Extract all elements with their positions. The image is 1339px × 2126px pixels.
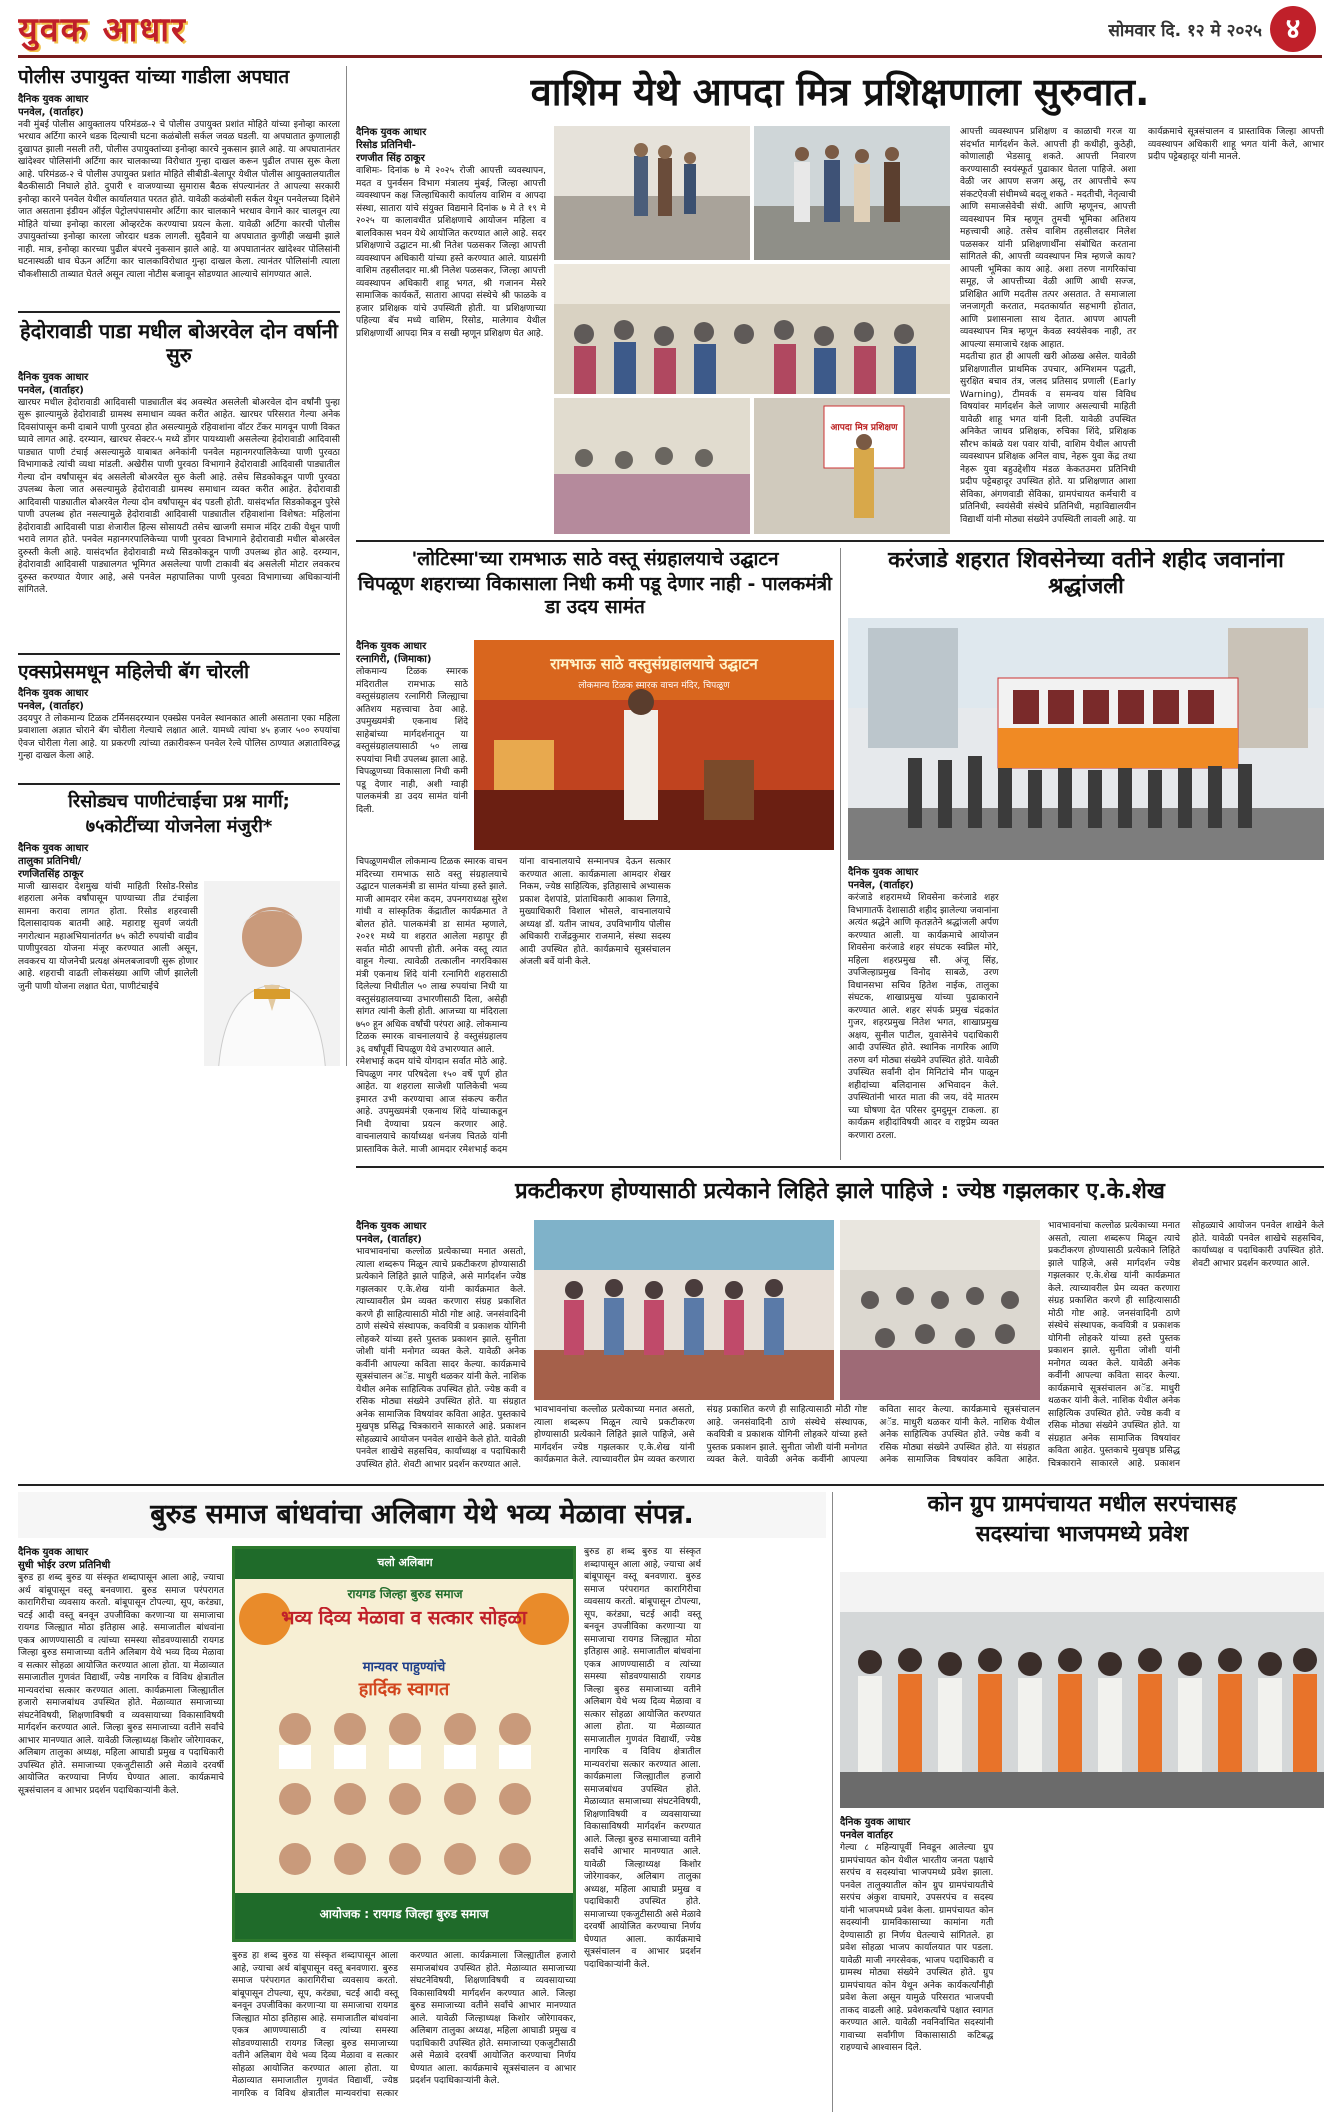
article-body: खारघर मधील हेदोरावाडी आदिवासी पाड्यातील बंद अवस्थेत असलेली बोअरवेल दोन वर्षांनी पुन्हा सुरू झाल्यामुळे हेदोरावाडी ग्रामस्थ समाधान व्यक्त करीत आहेत. खारघर परिसरात गेल्या अनेक दिवसांपासून कमी दाबाने पाणी पुरवठा होत असल्यामुळे रहिवाशांना वॉटर टँकर मागवून पाणी विकत घ्यावे लागत आहे. दरम्यान, खारघर सेक्टर-५ मध्ये डोंगर पायथ्याशी असलेल्या हेदोरावाडी आदिवासी पाड्यात पाणी टंचाई असल्यामुळे याबाबत अनेकांनी पनवेल महानगरपालिकेच्या पाणी पुरवठा विभागाकडे त्यांची व्यथा मांडली. अखेरीस पाणी पुरवठा विभागाने हेदोरावाडी आदिवासी पाड्यातील गेल्या दोन वर्षांपासून बंद असलेली बोअरवेल सुरु केली आहे. तसेच सिडकोकडून पाणी पुरवठा उपलब्ध केला जात असल्यामुळे हेदोरावाडी ग्रामस्थ समाधान व्यक्त करीत आहेत. हेदोरावाडी आदिवासी पाड्यातील बोअरवेल गेल्या दोन वर्षांपासून बंद पडली होती. यासंदर्भात सिडकोकडून पुरेसे पाणी उपलब्ध होत नसल्यामुळे हेदोरावाडी आदिवासी पाड्यातील रहिवाशांना विशेषत: महिलांना हेदोरावाडी आदिवासी पाडा शेजारील हिल्स सोसायटी तसेच खाजगी समाज मंदिर टाकी येथून पाणी भरावे लागत होते. पनवेल महानगरपालिकेच्या पाणी पुरवठा विभागाने हेदोरावाडी मधील बोअरवेल दुरुस्ती केली आहे. यासंदर्भात हेदोरावाडी मध्ये सिडकोकडून पाणी उपलब्ध होत आहे. दरम्यान, हेदोरावाडी आदिवासी पाड्यालगत भूमिगत असलेल्या पाणी टाकावी बंद असलेली मोटार लवकरच दुरुस्त करण्यात येणार आहे, असे पनवेल महापालिका पाणी पुरवठा विभागाच्या अधिकाऱ्यांनी सांगितले.	[18, 397, 340, 596]
headline: 'लोटिस्मा'च्या रामभाऊ साठे वस्तू संग्रहालयाचे उद्घाटन	[411, 548, 779, 570]
newspaper-logo: युवक आधार	[18, 8, 348, 52]
byline-place: रत्नागिरी, (जिमाका)	[356, 654, 432, 665]
byline-place: पनवेल, (वार्ताहर)	[356, 1234, 422, 1245]
masthead	[18, 6, 1322, 58]
article-body-continued: बुरुड हा शब्द बुरुड या संस्कृत शब्दापासून आला आहे, ज्याचा अर्थ बांबूपासून वस्तू बनवणारा. बुरुड समाज परंपरागत कारागिरीचा व्यवसाय करतो. बांबूपासून टोपल्या, सूप, करंड्या, चटई आदी वस्तू बनवून उपजीविका करणाऱ्या या समाजाचा रायगड जिल्ह्यात मोठा इतिहास आहे. समाजातील बांधवांना एकत्र आणण्यासाठी व त्यांच्या समस्या सोडवण्यासाठी रायगड जिल्हा बुरुड समाजाच्या वतीने अलिबाग येथे भव्य दिव्य मेळावा व सत्कार सोहळा आयोजित करण्यात आला होता. या मेळाव्यात समाजातील गुणवंत विद्यार्थी, ज्येष्ठ नागरिक व विविध क्षेत्रातील मान्यवरांचा सत्कार करण्यात आला. कार्यक्रमाला जिल्ह्यातील हजारो समाजबांधव उपस्थित होते. मेळाव्यात समाजाच्या संघटनेविषयी, शिक्षणाविषयी व व्यवसायाच्या विकासाविषयी मार्गदर्शन करण्यात आले. जिल्हा बुरुड समाजाच्या वतीने सर्वांचे आभार मानण्यात आले. यावेळी जिल्हाध्यक्ष किशोर जोरेगावकर, अलिबाग तालुका अध्यक्ष, महिला आघाडी प्रमुख व पदाधिकारी उपस्थित होते. समाजाच्या एकजुटीसाठी असे मेळावे दरवर्षी आयोजित करण्याचा निर्णय घेण्यात आला. कार्यक्रमाचे सूत्रसंचालन व आभार प्रदर्शन पदाधिकाऱ्यांनी केले.	[232, 1951, 576, 2099]
page-number: ४	[1270, 6, 1316, 52]
divider	[18, 311, 340, 313]
headline-line-2: ७५कोटींच्या योजनेला मंजुरी*	[85, 816, 273, 838]
article-body: बुरुड हा शब्द बुरुड या संस्कृत शब्दापासून आला आहे, ज्याचा अर्थ बांबूपासून वस्तू बनवणारा. बुरुड समाज परंपरागत कारागिरीचा व्यवसाय करतो. बांबूपासून टोपल्या, सूप, करंड्या, चटई आदी वस्तू बनवून उपजीविका करणाऱ्या या समाजाचा रायगड जिल्ह्यात मोठा इतिहास आहे. समाजातील बांधवांना एकत्र आणण्यासाठी व त्यांच्या समस्या सोडवण्यासाठी रायगड जिल्हा बुरुड समाजाच्या वतीने अलिबाग येथे भव्य दिव्य मेळावा व सत्कार सोहळा आयोजित करण्यात आला होता. या मेळाव्यात समाजातील गुणवंत विद्यार्थी, ज्येष्ठ नागरिक व विविध क्षेत्रातील मान्यवरांचा सत्कार करण्यात आला. कार्यक्रमाला जिल्ह्यातील हजारो समाजबांधव उपस्थित होते. मेळाव्यात समाजाच्या संघटनेविषयी, शिक्षणाविषयी व व्यवसायाच्या विकासाविषयी मार्गदर्शन करण्यात आले. जिल्हा बुरुड समाजाच्या वतीने सर्वांचे आभार मानण्यात आले. यावेळी जिल्हाध्यक्ष किशोर जोरेगावकर, अलिबाग तालुका अध्यक्ष, महिला आघाडी प्रमुख व पदाधिकारी उपस्थित होते. समाजाच्या एकजुटीसाठी असे मेळावे दरवर्षी आयोजित करण्याचा निर्णय घेण्यात आला. कार्यक्रमाचे सूत्रसंचालन व आभार प्रदर्शन पदाधिकाऱ्यांनी केले.	[18, 1573, 224, 1796]
banner-title: रामभाऊ साठे वस्तुसंग्रहालयाचे उद्घाटन	[550, 655, 758, 673]
divider	[18, 653, 340, 655]
poster-heading: भव्य दिव्य मेळावा व सत्कार सोहळा	[281, 1607, 527, 1629]
headline: रिसोड्यच पाणीटंचाईचा प्रश्न मार्गी;	[68, 790, 290, 812]
photo-audience	[840, 1220, 1040, 1400]
photo-inauguration	[554, 126, 750, 260]
byline-reporter: रणजितसिंह ठाकूर	[18, 868, 84, 880]
portrait-photo	[204, 881, 340, 1066]
column-rule	[346, 66, 347, 1066]
divider	[356, 1166, 1324, 1168]
byline: दैनिक युवक आधार	[848, 867, 919, 878]
column-rule	[840, 548, 841, 1160]
article-body-continued-2: भावभावनांचा कल्लोळ प्रत्येकाच्या मनात असतो, त्याला शब्दरूप मिळून त्याचे प्रकटीकरण होण्यासाठी प्रत्येकाने लिहिते झाले पाहिजे, असे मार्गदर्शन ज्येष्ठ गझलकार ए.के.शेख यांनी कार्यक्रमात केले. त्याच्यावरील प्रेम व्यक्त करणारा संग्रह प्रकाशित करणे ही साहित्यासाठी मोठी गोष्ट आहे. जनसंवादिनी ठाणे संस्थेचे संस्थापक, कवयित्री व प्रकाशक योगिनी लोहकरे यांच्या हस्ते पुस्तक प्रकाशन झाले. सुनीता जोशी यांनी मनोगत व्यक्त केले. यावेळी अनेक कवींनी आपल्या कविता सादर केल्या. कार्यक्रमाचे सूत्रसंचालन अॅड. माधुरी थळकर यांनी केले. नाशिक येथील अनेक साहित्यिक उपस्थित होते. ज्येष्ठ कवी व रसिक मोठ्या संख्येने उपस्थित होते. या संग्रहात अनेक सामाजिक विषयांवर कविता आहेत. पुस्तकाचे मुखपृष्ठ प्रसिद्ध चित्रकाराने साकारले आहे. प्रकाशन सोहळ्याचे आयोजन पनवेल शाखेने केले होते. यावेळी पनवेल शाखेचे सहसचिव, कार्याध्यक्ष व पदाधिकारी उपस्थित होते. शेवटी आभार प्रदर्शन करण्यात आले.	[1048, 1221, 1324, 1469]
photo-stage	[754, 398, 950, 534]
article-kon-bjp	[840, 1492, 1324, 2112]
article-body: गेल्या ८ महिन्यापूर्वी निवडून आलेल्या ग्रुप ग्रामपंचायत कोन येथील भारतीय जनता पक्षाचे सरपंच व सदस्यांचा भाजपमध्ये प्रवेश झाला. पनवेल तालुक्यातील कोन ग्रुप ग्रामपंचायतीचे सरपंच अंकुश वाघमारे, उपसरपंच व सदस्य यांनी भाजपमध्ये प्रवेश केला. ग्रामपंचायत कोन सदस्यांनी ग्रामविकासाच्या कामांना गती देण्यासाठी हा निर्णय घेतल्याचे सांगितले. हा प्रवेश सोहळा भाजप कार्यालयात पार पडला. यावेळी माजी नगरसेवक, भाजप पदाधिकारी व ग्रामस्थ मोठ्या संख्येने उपस्थित होते. ग्रुप ग्रामपंचायत कोन येथून अनेक कार्यकर्त्यांनीही प्रवेश केला असून यामुळे परिसरात भाजपची ताकद वाढली आहे. प्रवेशकर्त्यांचे पक्षात स्वागत करण्यात आले. यावेळी नवनिर्वाचित सदस्यांनी गावाच्या सर्वांगीण विकासासाठी कटिबद्ध राहण्याचे आश्वासन दिले.	[840, 1843, 994, 2053]
article-body-continued: चिपळूणमधील लोकमान्य टिळक स्मारक वाचन मंदिरच्या रामभाऊ साठे वस्तु संग्रहालयाचे उद्घाटन पालकमंत्री डा सामंत यांच्या हस्ते झाले. माजी आमदार रमेश कदम, उपनगराध्यक्ष सुरेश गांधी व सांस्कृतिक केंद्रातील कार्यक्रमात ते बोलत होते. पालकमंत्री डा सामंत म्हणाले, २०२१ मध्ये या शहरात आलेला महापूर ही सर्वात मोठी आपत्ती होती. अनेक वस्तू त्यात वाहून गेल्या. त्यावेळी तत्कालीन नगरविकास मंत्री एकनाथ शिंदे यांनी रत्नागिरी शहरासाठी दिलेल्या निधीतील ५० लाख रुपयांचा निधी या वस्तुसंग्रहालयाच्या उभारणीसाठी दिला, असेही सांगत त्यांनी केली होती. आजच्या या मंदिराला ७५० हून अधिक वर्षांची परंपरा आहे. लोकमान्य टिळक स्मारक वाचनालयाचे हे वस्तुसंग्रहालय ३६ वर्षांपूर्वी चिपळूण येथे उभारण्यात आले.	[356, 857, 508, 1055]
poster-organizer: रायगड जिल्हा बुरुड समाज	[347, 1587, 463, 1601]
column-rule	[832, 1492, 833, 2112]
photo-bjp-entry	[840, 1572, 1324, 1808]
headline: करंजाडे शहरात शिवसेनेच्या वतीने शहीद जवानांना श्रद्धांजली	[888, 548, 1284, 600]
byline-place: पनवेल, (वार्ताहर)	[18, 384, 84, 396]
poster-footer: आयोजक : रायगड जिल्हा बुरुड समाज	[319, 1907, 489, 1921]
banner-text: आपदा मित्र प्रशिक्षण	[830, 423, 898, 433]
article-body: उदयपुर ते लोकमान्य टिळक टर्मिनसदरम्यान एक्स्प्रेस पनवेल स्थानकात आली असताना एका महिला प्रवाशाला अज्ञात चोराने बॅग चोरीला गेल्याचे लक्षात आले. यामध्ये त्यांचा ४५ हजार ५०० रुपयांचा ऐवज चोरीला गेला आहे. या प्रकरणी त्यांच्या तक्रारीवरून पनवेल रेल्वे पोलिस ठाण्यात अज्ञाताविरुद्ध गुन्हा दाखल केला आहे.	[18, 713, 340, 762]
byline: दैनिक युवक आधार	[356, 1221, 427, 1232]
byline-place: सुधी भोईर उरण प्रतिनिधी	[18, 1560, 111, 1571]
article-burud-samaj	[18, 1492, 826, 2112]
byline-place: पनवेल वार्ताहर	[840, 1830, 893, 1841]
article-risod-water	[18, 791, 340, 1066]
issue-date: सोमवार दि. १२ मे २०२५	[1108, 21, 1262, 41]
divider	[356, 540, 1324, 542]
byline: दैनिक युवक आधार	[18, 1547, 89, 1558]
article-body-continued-2: बुरुड हा शब्द बुरुड या संस्कृत शब्दापासून आला आहे, ज्याचा अर्थ बांबूपासून वस्तू बनवणारा. बुरुड समाज परंपरागत कारागिरीचा व्यवसाय करतो. बांबूपासून टोपल्या, सूप, करंड्या, चटई आदी वस्तू बनवून उपजीविका करणाऱ्या या समाजाचा रायगड जिल्ह्यात मोठा इतिहास आहे. समाजातील बांधवांना एकत्र आणण्यासाठी व त्यांच्या समस्या सोडवण्यासाठी रायगड जिल्हा बुरुड समाजाच्या वतीने अलिबाग येथे भव्य दिव्य मेळावा व सत्कार सोहळा आयोजित करण्यात आला होता. या मेळाव्यात समाजातील गुणवंत विद्यार्थी, ज्येष्ठ नागरिक व विविध क्षेत्रातील मान्यवरांचा सत्कार करण्यात आला. कार्यक्रमाला जिल्ह्यातील हजारो समाजबांधव उपस्थित होते. मेळाव्यात समाजाच्या संघटनेविषयी, शिक्षणाविषयी व व्यवसायाच्या विकासाविषयी मार्गदर्शन करण्यात आले. जिल्हा बुरुड समाजाच्या वतीने सर्वांचे आभार मानण्यात आले. यावेळी जिल्हाध्यक्ष किशोर जोरेगावकर, अलिबाग तालुका अध्यक्ष, महिला आघाडी प्रमुख व पदाधिकारी उपस्थित होते. समाजाच्या एकजुटीसाठी असे मेळावे दरवर्षी आयोजित करण्याचा निर्णय घेण्यात आला. कार्यक्रमाचे सूत्रसंचालन व आभार प्रदर्शन पदाधिकाऱ्यांनी केले.	[584, 1547, 701, 1970]
left-column	[18, 66, 340, 1066]
byline: दैनिक युवक आधार	[18, 687, 89, 699]
headline: एक्सप्रेसमधून महिलेची बॅग चोरली	[18, 660, 250, 683]
byline-place: तालुका प्रतिनिधी/	[18, 855, 82, 867]
photo-guests	[754, 126, 950, 260]
photo-collage	[554, 126, 950, 534]
photo-class	[554, 398, 750, 534]
photo-audience	[554, 264, 950, 394]
poster-subheading: मान्यवर पाहुण्यांचे	[362, 1660, 446, 1675]
byline-place: पनवेल, (वार्ताहर)	[848, 880, 914, 891]
article-body: करंजाडे शहरामध्ये शिवसेना करंजाडे शहर विभागातर्फे देशासाठी शहीद झालेल्या जवानांना अत्यंत श्रद्धेने आणि कृतज्ञतेने श्रद्धांजली अर्पण करण्यात आली. या कार्यक्रमाचे आयोजन शिवसेना करंजाडे शहर संघटक स्वप्निल मोरे, महिला शहरप्रमुख सौ. अंजू सिंह, उपजिल्हाप्रमुख विनोद साबळे, उरण विधानसभा सचिव हितेश नाईक, तालुका संघटक, शाखाप्रमुख यांच्या पुढाकाराने करण्यात आले. शहर संपर्क प्रमुख चंद्रकांत गुजर, शहरप्रमुख नितेश भगत, शाखाप्रमुख अक्षय, सुनील पाटील, युवासेनेचे पदाधिकारी आदी उपस्थित होते. स्थानिक नागरिक आणि तरुण वर्ग मोठ्या संख्येने उपस्थित होते. यावेळी उपस्थित सर्वांनी दोन मिनिटांचे मौन पाळून शहीदांच्या बलिदानास अभिवादन केले. उपस्थितांनी भारत माता की जय, वंदे मातरम च्या घोषणा देत परिसर दुमदुमून टाकला. हा कार्यक्रम शहीदांविषयी आदर व राष्ट्रप्रेम व्यक्त करणारा ठरला.	[848, 893, 999, 1141]
byline: दैनिक युवक आधार	[18, 842, 89, 854]
divider	[18, 783, 340, 785]
byline-place: पनवेल, (वार्ताहर)	[18, 700, 84, 712]
article-body-continued: आपत्ती व्यवस्थापन प्रशिक्षण व काळाची गरज या संदर्भात मार्गदर्शन केले. आपत्ती ही कधीही, कुठेही, कोणालाही भेडसावू शकते. आपत्ती निवारण करण्यासाठी स्वयंस्फूर्त पुढाकार घेतला पाहिजे. अशा वेळी जर आपण सजग असू, तर आपत्तीचे रूप संकटऐवजी संधीमध्ये बदलू शकते - मदतीची, नेतृत्वाची आणि समाजसेवेची संधी. आणि म्हणूनच, आपत्ती व्यवस्थापन मित्र म्हणून तुमची भूमिका अतिशय महत्त्वाची आहे. तसेच वाशिम तहसीलदार निलेश पळसकर यांनी प्रशिक्षणार्थींना संबोधित करताना सांगितले की, आपत्ती व्यवस्थापन मित्र म्हणजे काय? आपली भूमिका काय आहे. अशा तरुण नागरिकांचा समूह, जे आपत्तीच्या वेळी आणि आधी सज्ज, प्रशिक्षित आणि मदतीस तत्पर असतात. ते समाजाला जनजागृती करतात, मदतकार्यात सहभागी होतात, आणि प्रशासनाला साथ देतात. आपण आपली व्यवस्थापन मित्र म्हणून केवळ स्वयंसेवक नाही, तर आपल्या समाजाचे रक्षक आहात.	[960, 127, 1136, 350]
article-karanjade-tribute	[848, 548, 1324, 1160]
article-lotisma-museum	[356, 548, 834, 1160]
article-body: भावभावनांचा कल्लोळ प्रत्येकाच्या मनात असतो, त्याला शब्दरूप मिळून त्याचे प्रकटीकरण होण्यासाठी प्रत्येकाने लिहिते झाले पाहिजे, असे मार्गदर्शन ज्येष्ठ गझलकार ए.के.शेख यांनी कार्यक्रमात केले. त्याच्यावरील प्रेम व्यक्त करणारा संग्रह प्रकाशित करणे ही साहित्यासाठी मोठी गोष्ट आहे. जनसंवादिनी ठाणे संस्थेचे संस्थापक, कवयित्री व प्रकाशक योगिनी लोहकरे यांच्या हस्ते पुस्तक प्रकाशन झाले. सुनीता जोशी यांनी मनोगत व्यक्त केले. यावेळी अनेक कवींनी आपल्या कविता सादर केल्या. कार्यक्रमाचे सूत्रसंचालन अॅड. माधुरी थळकर यांनी केले. नाशिक येथील अनेक साहित्यिक उपस्थित होते. ज्येष्ठ कवी व रसिक मोठ्या संख्येने उपस्थित होते. या संग्रहात अनेक सामाजिक विषयांवर कविता आहेत. पुस्तकाचे मुखपृष्ठ प्रसिद्ध चित्रकाराने साकारले आहे. प्रकाशन सोहळ्याचे आयोजन पनवेल शाखेने केले होते. यावेळी पनवेल शाखेचे सहसचिव, कार्याध्यक्ष व पदाधिकारी उपस्थित होते. शेवटी आभार प्रदर्शन करण्यात आले.	[356, 1247, 526, 1470]
headline: बुरुड समाज बांधवांचा अलिबाग येथे भव्य मेळावा संपन्न.	[18, 1492, 826, 1538]
photo-museum-event	[474, 640, 834, 850]
poster-tagline: चलो अलिबाग	[377, 1556, 433, 1569]
byline-place: रिसोड प्रतिनिधी-	[356, 140, 416, 151]
byline: दैनिक युवक आधार	[356, 641, 427, 652]
headline-line-2: चिपळूण शहराच्या विकासाला निधी कमी पडू देणार नाही - पालकमंत्री डा उदय सामंत	[358, 572, 832, 618]
photo-book-launch	[534, 1220, 834, 1400]
article-body: लोकमान्य टिळक स्मारक मंदिरातील रामभाऊ साठे वस्तुसंग्रहालय रत्नागिरी जिल्ह्याचा अतिशय महत्त्वाचा ठेवा आहे. उपमुख्यमंत्री एकनाथ शिंदे साहेबांच्या मार्गदर्शनातून या वस्तुसंग्रहालयासाठी ५० लाख रुपयांचा निधी उपलब्ध झाला आहे. चिपळूणच्या विकासाला निधी कमी पडू देणार नाही, अशी ग्वाही पालकमंत्री डा उदय सामंत यांनी दिली.	[356, 667, 468, 815]
banner-subtitle: लोकमान्य टिळक स्मारक वाचन मंदिर, चिपळूण	[578, 681, 730, 691]
article-body: नवी मुंबई पोलीस आयुक्तालय परिमंडळ-२ चे पोलीस उपायुक्त प्रशांत मोहिते यांच्या इनोव्हा कारला भरधाव अर्टिगा कारने धडक दिल्याची घटना कळंबोली सर्कल जवळ घडली. या अपघातात कुणालाही दुखापत झाली नसली तरी, पोलीस उपायुक्तांच्या इनोव्हा कारचे नुकसान झाले आहे. या अपघातानंतर खांदेश्वर पोलिसांनी अर्टिगा कार चालकाच्या विरोधात गुन्हा दाखल करून पुढील तपास सुरू केला आहे. परिमंडळ-२ चे पोलीस उपायुक्त प्रशांत मोहिते सीबीडी-बेलापूर येथील पोलीस आयुक्तालयातील बैठकीसाठी निघाले होते. दुपारी १ वाजण्याच्या सुमारास बैठक संपल्यानंतर ते आपल्या सरकारी इनोव्हा कारने पनवेल येथील कार्यालयात परतत होते. यावेळी कळंबोली सर्कल येथून पनवेलच्या दिशेने जात असताना इंडीयन ऑईल पेट्रोलपंपासमोर अर्टिगा कार चालकाने भरधाव वेगाने कार चालवून त्या मोहिते यांच्या इनोव्हा कारला ओव्हरटेक करण्याचा प्रयत्न केला. यावेळी अर्टिगा कारची पोलीस उपायुक्तांच्या इनोव्हा कारला जोरदार धडक लागली. सुदैवाने या अपघातात कुणीही जखमी झाले नाही. मात्र, इनोव्हा कारच्या पुढील बंपरचे नुकसान झाले आहे. या अपघातानंतर खांदेश्वर पोलिसांनी घटनास्थळी धाव घेऊन अर्टिगा कार चालकाविरोधात गुन्हा दाखल केला. त्यानंतर पोलिसांनी त्याला चौकशीसाठी ताब्यात घेतले असून त्याला नोटीस बजावून सोडण्यात आल्याचे सांगण्यात आले.	[18, 119, 340, 280]
byline: दैनिक युवक आधार	[356, 127, 427, 138]
byline: दैनिक युवक आधार	[18, 93, 89, 105]
article-bag-theft	[18, 661, 340, 777]
article-body-continued: भावभावनांचा कल्लोळ प्रत्येकाच्या मनात असतो, त्याला शब्दरूप मिळून त्याचे प्रकटीकरण होण्यासाठी प्रत्येकाने लिहिते झाले पाहिजे, असे मार्गदर्शन ज्येष्ठ गझलकार ए.के.शेख यांनी कार्यक्रमात केले. त्याच्यावरील प्रेम व्यक्त करणारा संग्रह प्रकाशित करणे ही साहित्यासाठी मोठी गोष्ट आहे. जनसंवादिनी ठाणे संस्थेचे संस्थापक, कवयित्री व प्रकाशक योगिनी लोहकरे यांच्या हस्ते पुस्तक प्रकाशन झाले. सुनीता जोशी यांनी मनोगत व्यक्त केले. यावेळी अनेक कवींनी आपल्या कविता सादर केल्या. कार्यक्रमाचे सूत्रसंचालन अॅड. माधुरी थळकर यांनी केले. नाशिक येथील अनेक साहित्यिक उपस्थित होते. ज्येष्ठ कवी व रसिक मोठ्या संख्येने उपस्थित होते. या संग्रहात अनेक सामाजिक विषयांवर कविता आहेत.	[534, 1405, 1040, 1465]
byline-reporter: रणजीत सिंह ठाकूर	[356, 153, 425, 164]
article-borewell	[18, 319, 340, 647]
headline: कोन ग्रुप ग्रामपंचायत मधील सरपंचासह	[927, 1492, 1237, 1517]
event-poster	[232, 1546, 576, 1942]
byline: दैनिक युवक आधार	[18, 371, 89, 383]
article-washim-aapda	[356, 64, 1324, 536]
headline-line-2: सदस्यांचा भाजपमध्ये प्रवेश	[975, 1522, 1189, 1548]
byline-place: पनवेल, (वार्ताहर)	[18, 106, 84, 118]
article-body-continued-2: मदतीचा हात ही आपली खरी ओळख असेल. यावेळी प्रशिक्षणातील प्राथमिक उपचार, अग्निशमन पद्धती, सुरक्षित बचाव तंत्र, जलद प्रतिसाद प्रणाली (Early Warning), टीमवर्क व समन्वय यांस विविध विषयांवर मार्गदर्शन केले जाणार असल्याची माहिती यावेळी शाहू भगत यांनी दिली. यावेळी उपस्थित अनिकेत जाधव प्रशिक्षक, रुचिका शिंदे, प्रशिक्षक सौरभ कांबळे यश पवार यांची, वाशिम येथील आपत्ती व्यवस्थापन प्रशिक्षक अनिल वाघ, नेहरू युवा केंद्र तथा नेहरू युवा बहुउद्देशीय मंडळ केकतउमरा प्रतिनिधी प्रदीप पट्टेबहादूर उपस्थित होते. या प्रशिक्षणात आशा सेविका, अंगणवाडी सेविका, ग्रामपंचायत कर्मचारी व प्रतिनिधी, स्वयंसेवी संस्थेचे प्रतिनिधी, महाविद्यालयीन विद्यार्थी यांनी मोठ्या संख्येने उपस्थिती लावली आहे. या कार्यक्रमाचे सूत्रसंचालन व प्रास्ताविक जिल्हा आपत्ती व्यवस्थापन अधिकारी शाहू भगत यांनी केले, आभार प्रदीप पट्टेबहादूर यांनी मानले.	[960, 127, 1324, 525]
article-police-accident	[18, 66, 340, 305]
article-body: वाशिमः- दिनांक ७ मे २०२५ रोजी आपत्ती व्यवस्थापन, मदत व पुनर्वसन विभाग मंत्रालय मुंबई, जिल्हा आपत्ती व्यवस्थापन कक्ष जिल्हाधिकारी कार्यालय वाशिम व आपदा संस्था, सातारा यांचे संयुक्त विद्यमाने दिनांक ७ मे ते १९ मे २०२५ या कालावधीत प्रशिक्षणाचे आयोजन महिला व बालविकास भवन येथे आयोजित करण्यात आले आहे. सदर प्रशिक्षणाचे उद्घाटन मा.श्री नितेश पळसकर जिल्हा आपत्ती व्यवस्थापन अधिकारी यांच्या हस्ते करण्यात आले. याप्रसंगी वाशिम तहसीलदार मा.श्री निलेश पळसकर, जिल्हा आपत्ती व्यवस्थापन अधिकारी शाहू भगत, श्री गजानन मेसरे सामाजिक कार्यकर्ते, सातारा आपदा संस्थेचे श्री फाळके व हजार प्रशिक्षक यांचे उपस्थिती होती. या प्रशिक्षणाच्या पहिल्या बॅच मध्ये वाशिम, रिसोड, मालेगाव येथील प्रशिक्षणार्थी आपदा मित्र व सखी म्हणून प्रशिक्षण घेत आहे.	[356, 166, 546, 339]
byline: दैनिक युवक आधार	[840, 1817, 911, 1828]
photo-tribute	[848, 618, 1324, 860]
headline: पोलीस उपायुक्त यांच्या गाडीला अपघात	[18, 66, 290, 88]
headline: वाशिम येथे आपदा मित्र प्रशिक्षणाला सुरुवात.	[530, 70, 1150, 114]
article-body-continued-2: रमेशभाई कदम यांचे योगदान सर्वात मोठे आहे. चिपळूण नगर परिषदेला १५० वर्षे पूर्ण होत आहेत. या शहराला साजेशी पालिकेची भव्य इमारत उभी करण्याचा आज संकल्प करीत आहे. उपमुख्यमंत्री एकनाथ शिंदे यांच्याकडून निधी देण्याचा प्रयत्न करणार आहे. वाचनालयाचे कार्याध्यक्ष धनंजय चितळे यांनी प्रास्ताविक केले. माजी आमदार रमेशभाई कदम यांना वाचनालयाचे सन्मानपत्र देऊन सत्कार करण्यात आला. कार्यक्रमाला आमदार शेखर निकम, ज्येष्ठ साहित्यिक, इतिहासाचे अभ्यासक प्रकाश देशपांडे, प्रांताधिकारी आकाश लिगाडे, मुख्याधिकारी विशाल भोसले, वाचनालयाचे अध्यक्ष डॉ. यतीन जाधव, उपविभागीय पोलीस अधिकारी राजेंद्रकुमार राजमाने, संस्था सदस्य आदी उपस्थित होते. कार्यक्रमाचे सूत्रसंचालन अंजली बर्वे यांनी केले.	[356, 857, 671, 1155]
article-gazal	[356, 1172, 1324, 1478]
poster-welcome: हार्दिक स्वागत	[358, 1679, 450, 1700]
article-body: माजी खासदार देशमुख यांची माहिती रिसोड-रिसोड शहराला अनेक वर्षांपासून पाण्याच्या तीव्र टंचाईला सामना करावा लागत होता. रिसोड शहरवासी दिलासादायक बातमी आहे. महाराष्ट्र सुवर्ण जयंती नगरोत्थान महाअभियानांतर्गत ७५ कोटी रुपयांची वाढीव पाणीपुरवठा योजना मंजूर करण्यात आली असून, लवकरच या योजनेची प्रत्यक्ष अंमलबजावणी सुरू होणार आहे. शहराची वाढती लोकसंख्या आणि जीर्ण झालेली जुनी पाणी योजना लक्षात घेता, पाणीटंचाईचे	[18, 881, 198, 992]
divider	[18, 1484, 1324, 1486]
headline: प्रकटीकरण होण्यासाठी प्रत्येकाने लिहिते झाले पाहिजे : ज्येष्ठ गझलकार ए.के.शेख	[515, 1179, 1165, 1204]
headline: हेदोरावाडी पाडा मधील बोअरवेल दोन वर्षानी सुरु	[20, 318, 338, 367]
